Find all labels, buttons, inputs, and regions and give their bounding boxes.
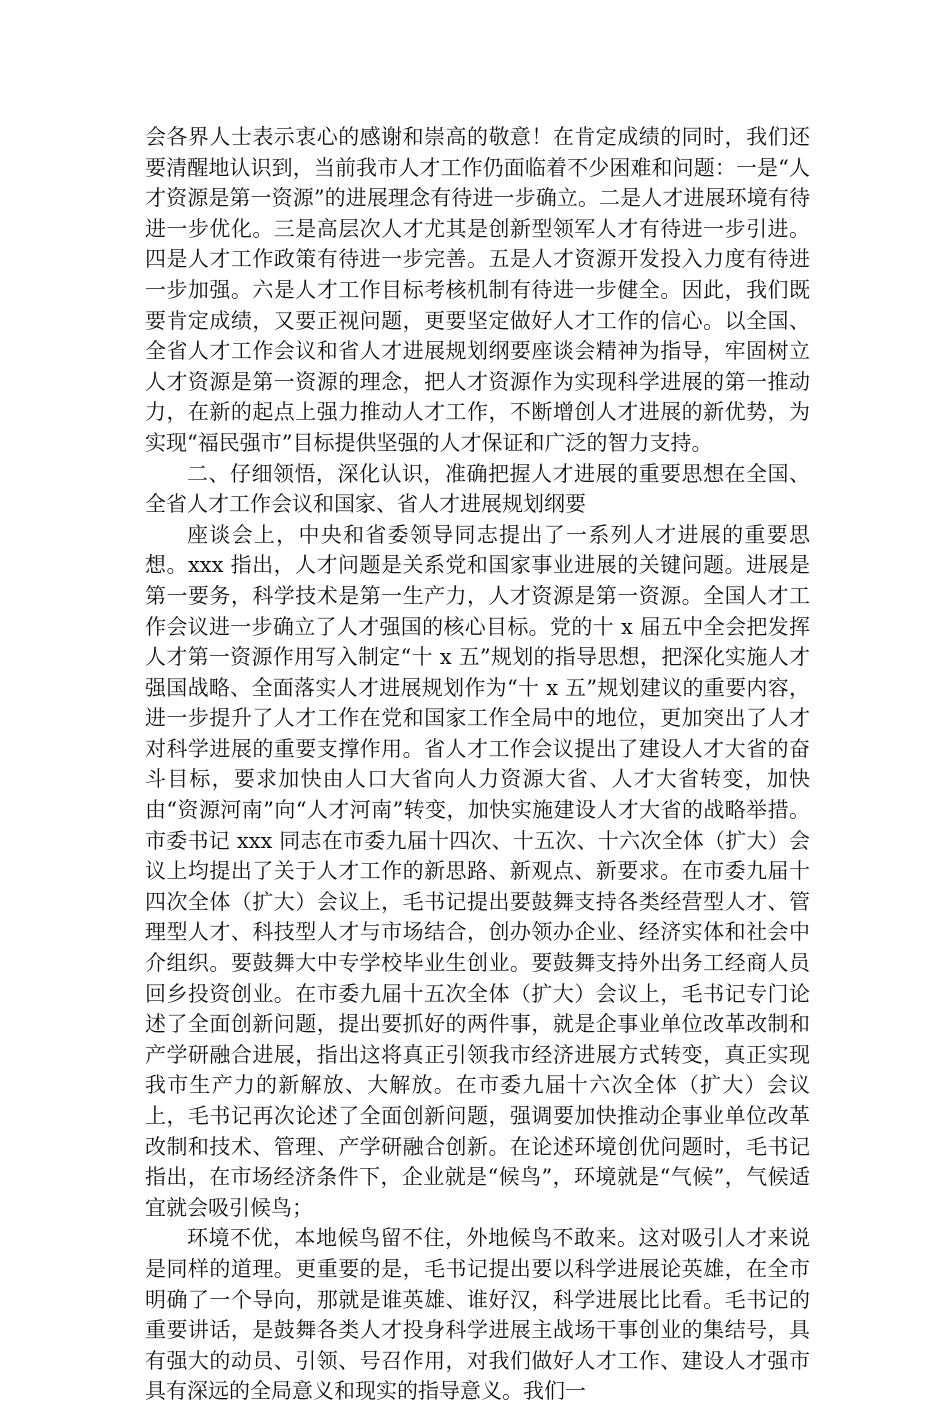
section-heading-2: 二、仔细领悟，深化认识，准确把握人才进展的重要思想在全国、全省人才工作会议和国家、省人才进展规划纲要 bbox=[145, 461, 810, 517]
paragraph-1: 会各界人士表示衷心的感谢和崇高的敬意！在肯定成绩的同时，我们还要清醒地认识到，当前我市人才工作仍面临着不少困难和问题：一是“人才资源是第一资源”的进展理念有待进一步确立。二是人才进展环境有待进一步优化。三是高层次人才尤其是创新型领军人才有待进一步引进。四是人才工作政策有待进一步完善。五是人才资源开发投入力度有待进一步加强。六是人才工作目标考核机制有待进一步健全。因此，我们既要肯定成绩，又要正视问题，更要坚定做好人才工作的信心。以全国、全省人才工作会议和省人才进展规划纲要座谈会精神为指导，牢固树立人才资源是第一资源的理念，把人才资源作为实现科学进展的第一推动力，在新的起点上强力推动人才工作，不断增创人才进展的新优势，为实现“福民强市”目标提供坚强的人才保证和广泛的智力支持。 bbox=[145, 125, 810, 455]
document-body bbox=[145, 122, 810, 1407]
paragraph-3: 座谈会上，中央和省委领导同志提出了一系列人才进展的重要思想。xxx 指出，人才问题是关系党和国家事业进展的关键问题。进展是第一要务，科学技术是第一生产力，人才资源是第一资源。全国人才工作会议进一步确立了人才强国的核心目标。党的十 x 届五中全会把发挥人才第一资源作用写入制定“十 x 五”规划的指导思想，把深化实施人才强国战略、全面落实人才进展规划作为“十 x 五”规划建议的重要内容，进一步提升了人才工作在党和国家工作全局中的地位，更加突出了人才对科学进展的重要支撑作用。省人才工作会议提出了建设人才大省的奋斗目标，要求加快由人口大省向人力资源大省、人才大省转变，加快由“资源河南”向“人才河南”转变，加快实施建设人才大省的战略举措。市委书记 xxx 同志在市委九届十四次、十五次、十六次全体（扩大）会议上均提出了关于人才工作的新思路、新观点、新要求。在市委九届十四次全体（扩大）会议上，毛书记提出要鼓舞支持各类经营型人才、管理型人才、科技型人才与市场结合，创办领办企业、经济实体和社会中介组织。要鼓舞大中专学校毕业生创业。要鼓舞支持外出务工经商人员回乡投资创业。在市委九届十五次全体（扩大）会议上，毛书记专门论述了全面创新问题，提出要抓好的两件事，就是企事业单位改革改制和产学研融合进展，指出这将真正引领我市经济进展方式转变，真正实现我市生产力的新解放、大解放。在市委九届十六次全体（扩大）会议上，毛书记再次论述了全面创新问题，强调要加快推动企事业单位改革改制和技术、管理、产学研融合创新。在论述环境创优问题时，毛书记指出，在市场经济条件下，企业就是“候鸟”，环境就是“气候”，气候适宜就会吸引候鸟； bbox=[145, 522, 810, 1220]
paragraph-4: 环境不优，本地候鸟留不住，外地候鸟不敢来。这对吸引人才来说是同样的道理。更重要的是，毛书记提出要以科学进展论英雄，在全市明确了一个导向，那就是谁英雄、谁好汉，科学进展比比看。毛书记的重要讲话，是鼓舞各类人才投身科学进展主战场干事创业的集结号，具有强大的动员、引领、号召作用，对我们做好人才工作、建设人才强市具有深远的全局意义和现实的指导意义。我们一 bbox=[145, 1226, 810, 1404]
